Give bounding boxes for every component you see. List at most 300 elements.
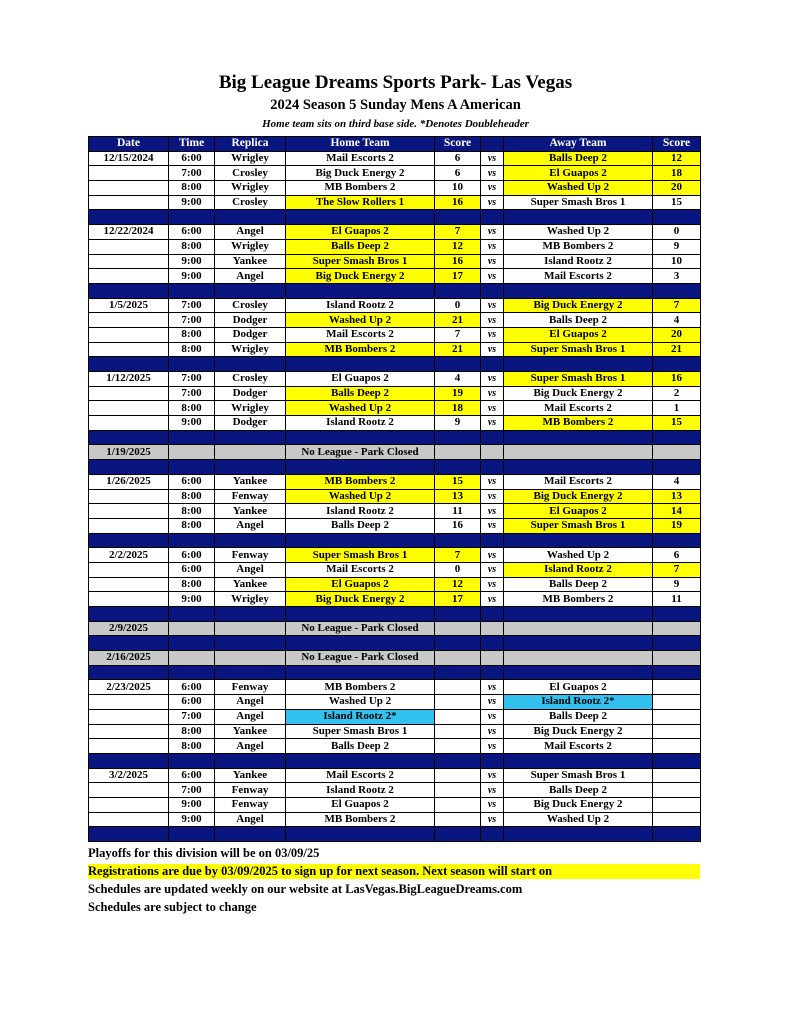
away-team: Big Duck Energy 2 — [504, 797, 653, 812]
home-team: The Slow Rollers 1 — [286, 195, 435, 210]
vs-label: vs — [481, 313, 504, 328]
game-date: 1/12/2025 — [89, 372, 169, 387]
game-date: 2/16/2025 — [89, 651, 169, 666]
away-team: Balls Deep 2 — [504, 783, 653, 798]
separator-cell — [169, 665, 215, 680]
home-score: 7 — [435, 225, 481, 240]
away-score: 4 — [653, 313, 701, 328]
field-replica: Crosley — [215, 195, 286, 210]
empty-cell — [89, 562, 169, 577]
field-replica: Yankee — [215, 724, 286, 739]
empty-cell — [89, 783, 169, 798]
away-team: MB Bombers 2 — [504, 239, 653, 254]
home-team: Balls Deep 2 — [286, 386, 435, 401]
separator-cell — [215, 357, 286, 372]
vs-label: vs — [481, 372, 504, 387]
separator-cell — [481, 533, 504, 548]
separator-cell — [504, 665, 653, 680]
away-team: El Guapos 2 — [504, 680, 653, 695]
closed-week-row — [89, 621, 701, 636]
separator-cell — [435, 665, 481, 680]
home-team: Island Rootz 2 — [286, 416, 435, 431]
game-time: 9:00 — [169, 797, 215, 812]
table-row — [89, 195, 701, 210]
separator-cell — [89, 533, 169, 548]
empty-cell — [435, 445, 481, 460]
field-replica: Wrigley — [215, 181, 286, 196]
separator-cell — [286, 827, 435, 842]
separator-cell — [169, 753, 215, 768]
home-score — [435, 783, 481, 798]
game-date: 12/22/2024 — [89, 225, 169, 240]
separator-cell — [169, 827, 215, 842]
table-row — [89, 680, 701, 695]
week-separator — [89, 357, 701, 372]
away-score: 15 — [653, 416, 701, 431]
table-row — [89, 577, 701, 592]
field-replica: Dodger — [215, 386, 286, 401]
week-separator — [89, 430, 701, 445]
home-team: Island Rootz 2 — [286, 783, 435, 798]
separator-cell — [169, 460, 215, 475]
game-time: 8:00 — [169, 577, 215, 592]
separator-cell — [215, 460, 286, 475]
empty-cell — [89, 724, 169, 739]
home-team: Balls Deep 2 — [286, 739, 435, 754]
table-row — [89, 709, 701, 724]
game-time: 7:00 — [169, 372, 215, 387]
closed-message: No League - Park Closed — [286, 621, 435, 636]
table-row — [89, 239, 701, 254]
separator-cell — [481, 357, 504, 372]
away-score: 3 — [653, 269, 701, 284]
empty-cell — [89, 166, 169, 181]
game-time: 7:00 — [169, 709, 215, 724]
vs-label: vs — [481, 518, 504, 533]
home-score — [435, 709, 481, 724]
home-team: MB Bombers 2 — [286, 680, 435, 695]
vs-label: vs — [481, 812, 504, 827]
separator-cell — [286, 636, 435, 651]
column-header — [481, 137, 504, 152]
away-score: 9 — [653, 577, 701, 592]
field-replica: Angel — [215, 709, 286, 724]
away-team: Mail Escorts 2 — [504, 474, 653, 489]
away-team: Washed Up 2 — [504, 181, 653, 196]
separator-cell — [504, 827, 653, 842]
away-team: Big Duck Energy 2 — [504, 386, 653, 401]
separator-cell — [286, 210, 435, 225]
field-replica: Yankee — [215, 577, 286, 592]
away-score: 10 — [653, 254, 701, 269]
separator-cell — [504, 430, 653, 445]
vs-label: vs — [481, 401, 504, 416]
empty-cell — [89, 489, 169, 504]
table-row — [89, 489, 701, 504]
table-row — [89, 151, 701, 166]
away-score — [653, 768, 701, 783]
home-score — [435, 812, 481, 827]
separator-cell — [215, 283, 286, 298]
separator-cell — [481, 753, 504, 768]
field-replica: Wrigley — [215, 401, 286, 416]
away-team: Balls Deep 2 — [504, 313, 653, 328]
game-time: 8:00 — [169, 504, 215, 519]
empty-cell — [435, 621, 481, 636]
vs-label: vs — [481, 195, 504, 210]
game-time: 6:00 — [169, 151, 215, 166]
field-replica: Yankee — [215, 504, 286, 519]
vs-label: vs — [481, 254, 504, 269]
empty-cell — [89, 181, 169, 196]
table-row — [89, 386, 701, 401]
away-team: Mail Escorts 2 — [504, 739, 653, 754]
separator-cell — [653, 210, 701, 225]
separator-cell — [286, 283, 435, 298]
empty-cell — [89, 342, 169, 357]
separator-cell — [89, 430, 169, 445]
separator-cell — [169, 283, 215, 298]
game-time: 8:00 — [169, 181, 215, 196]
game-date: 3/2/2025 — [89, 768, 169, 783]
game-date: 1/5/2025 — [89, 298, 169, 313]
game-date: 1/26/2025 — [89, 474, 169, 489]
table-row — [89, 298, 701, 313]
away-team: Big Duck Energy 2 — [504, 724, 653, 739]
column-header: Home Team — [286, 137, 435, 152]
field-replica: Wrigley — [215, 239, 286, 254]
vs-label: vs — [481, 739, 504, 754]
closed-week-row — [89, 445, 701, 460]
away-team: Big Duck Energy 2 — [504, 298, 653, 313]
home-team: Washed Up 2 — [286, 695, 435, 710]
separator-cell — [481, 210, 504, 225]
vs-label: vs — [481, 225, 504, 240]
separator-cell — [215, 607, 286, 622]
empty-cell — [653, 621, 701, 636]
away-team: El Guapos 2 — [504, 327, 653, 342]
field-replica: Crosley — [215, 166, 286, 181]
away-score: 11 — [653, 592, 701, 607]
game-time: 8:00 — [169, 327, 215, 342]
empty-cell — [89, 254, 169, 269]
away-score — [653, 812, 701, 827]
website-note: Schedules are updated weekly on our website at LasVegas.BigLeagueDreams.com — [88, 882, 523, 896]
game-time: 8:00 — [169, 489, 215, 504]
empty-cell — [481, 621, 504, 636]
empty-cell — [481, 445, 504, 460]
separator-cell — [653, 636, 701, 651]
vs-label: vs — [481, 548, 504, 563]
empty-cell — [89, 401, 169, 416]
separator-cell — [504, 210, 653, 225]
table-row — [89, 372, 701, 387]
home-team: MB Bombers 2 — [286, 342, 435, 357]
table-row — [89, 474, 701, 489]
field-replica: Angel — [215, 518, 286, 533]
table-row — [89, 327, 701, 342]
vs-label: vs — [481, 797, 504, 812]
away-team: Mail Escorts 2 — [504, 269, 653, 284]
empty-cell — [89, 386, 169, 401]
away-score — [653, 797, 701, 812]
separator-cell — [215, 827, 286, 842]
away-team: Island Rootz 2 — [504, 562, 653, 577]
separator-cell — [286, 357, 435, 372]
vs-label: vs — [481, 181, 504, 196]
home-score: 16 — [435, 195, 481, 210]
away-team: Washed Up 2 — [504, 225, 653, 240]
away-team: Super Smash Bros 1 — [504, 195, 653, 210]
away-score: 20 — [653, 181, 701, 196]
away-score: 7 — [653, 298, 701, 313]
vs-label: vs — [481, 504, 504, 519]
home-score: 6 — [435, 166, 481, 181]
separator-cell — [435, 357, 481, 372]
table-row — [89, 518, 701, 533]
separator-cell — [481, 665, 504, 680]
field-replica: Fenway — [215, 548, 286, 563]
game-time: 6:00 — [169, 680, 215, 695]
home-team: El Guapos 2 — [286, 797, 435, 812]
field-replica: Crosley — [215, 298, 286, 313]
home-score: 21 — [435, 342, 481, 357]
closed-message: No League - Park Closed — [286, 651, 435, 666]
away-team: Super Smash Bros 1 — [504, 342, 653, 357]
game-time: 9:00 — [169, 592, 215, 607]
home-team: Mail Escorts 2 — [286, 151, 435, 166]
separator-cell — [89, 753, 169, 768]
home-score: 11 — [435, 504, 481, 519]
away-team: MB Bombers 2 — [504, 592, 653, 607]
game-date: 2/23/2025 — [89, 680, 169, 695]
away-team: Balls Deep 2 — [504, 151, 653, 166]
field-replica: Dodger — [215, 327, 286, 342]
empty-cell — [215, 621, 286, 636]
field-replica: Fenway — [215, 783, 286, 798]
separator-cell — [653, 357, 701, 372]
table-row — [89, 342, 701, 357]
field-replica: Crosley — [215, 372, 286, 387]
playoffs-note: Playoffs for this division will be on 03/09/25 — [88, 846, 320, 860]
vs-label: vs — [481, 269, 504, 284]
field-replica: Wrigley — [215, 592, 286, 607]
page-subtitle: 2024 Season 5 Sunday Mens A American — [270, 97, 521, 113]
schedule-note: Home team sits on third base side. *Denotes Doubleheader — [262, 118, 529, 130]
separator-cell — [653, 283, 701, 298]
home-team: El Guapos 2 — [286, 577, 435, 592]
game-date: 1/19/2025 — [89, 445, 169, 460]
away-score: 6 — [653, 548, 701, 563]
field-replica: Dodger — [215, 313, 286, 328]
column-header: Away Team — [504, 137, 653, 152]
week-separator — [89, 210, 701, 225]
home-team: MB Bombers 2 — [286, 181, 435, 196]
game-time: 6:00 — [169, 695, 215, 710]
vs-label: vs — [481, 695, 504, 710]
game-time: 8:00 — [169, 739, 215, 754]
away-score: 2 — [653, 386, 701, 401]
table-row — [89, 592, 701, 607]
week-separator — [89, 607, 701, 622]
empty-cell — [215, 651, 286, 666]
home-team: Island Rootz 2 — [286, 504, 435, 519]
home-team: Super Smash Bros 1 — [286, 548, 435, 563]
empty-cell — [169, 651, 215, 666]
vs-label: vs — [481, 166, 504, 181]
home-team: MB Bombers 2 — [286, 474, 435, 489]
separator-cell — [504, 636, 653, 651]
away-score — [653, 783, 701, 798]
separator-cell — [481, 607, 504, 622]
game-date: 2/9/2025 — [89, 621, 169, 636]
game-time: 9:00 — [169, 416, 215, 431]
away-score: 1 — [653, 401, 701, 416]
empty-cell — [89, 709, 169, 724]
separator-cell — [481, 636, 504, 651]
home-team: MB Bombers 2 — [286, 812, 435, 827]
home-team: Island Rootz 2 — [286, 298, 435, 313]
away-score: 12 — [653, 151, 701, 166]
vs-label: vs — [481, 239, 504, 254]
week-separator — [89, 665, 701, 680]
away-score — [653, 695, 701, 710]
separator-cell — [169, 357, 215, 372]
away-team: El Guapos 2 — [504, 166, 653, 181]
away-score: 19 — [653, 518, 701, 533]
table-row — [89, 724, 701, 739]
home-score: 16 — [435, 254, 481, 269]
empty-cell — [89, 797, 169, 812]
home-score: 17 — [435, 269, 481, 284]
empty-cell — [169, 445, 215, 460]
home-team: Balls Deep 2 — [286, 239, 435, 254]
separator-cell — [435, 210, 481, 225]
away-team: Island Rootz 2* — [504, 695, 653, 710]
game-time: 6:00 — [169, 768, 215, 783]
table-row — [89, 313, 701, 328]
game-time: 7:00 — [169, 783, 215, 798]
home-score: 21 — [435, 313, 481, 328]
home-score: 10 — [435, 181, 481, 196]
separator-cell — [435, 753, 481, 768]
table-row — [89, 548, 701, 563]
separator-cell — [215, 665, 286, 680]
separator-cell — [504, 460, 653, 475]
empty-cell — [504, 651, 653, 666]
home-team: Washed Up 2 — [286, 401, 435, 416]
week-separator — [89, 283, 701, 298]
home-score: 12 — [435, 577, 481, 592]
away-score: 13 — [653, 489, 701, 504]
home-score: 7 — [435, 548, 481, 563]
away-score: 21 — [653, 342, 701, 357]
week-separator — [89, 636, 701, 651]
empty-cell — [89, 416, 169, 431]
change-note: Schedules are subject to change — [88, 900, 257, 914]
separator-cell — [504, 753, 653, 768]
closed-message: No League - Park Closed — [286, 445, 435, 460]
table-row — [89, 783, 701, 798]
field-replica: Yankee — [215, 254, 286, 269]
separator-cell — [215, 753, 286, 768]
empty-cell — [89, 812, 169, 827]
game-time: 9:00 — [169, 254, 215, 269]
away-team: Washed Up 2 — [504, 548, 653, 563]
away-team: Mail Escorts 2 — [504, 401, 653, 416]
separator-cell — [653, 430, 701, 445]
schedule-table — [88, 136, 701, 842]
vs-label: vs — [481, 592, 504, 607]
week-separator — [89, 460, 701, 475]
table-row — [89, 181, 701, 196]
game-time: 6:00 — [169, 474, 215, 489]
empty-cell — [89, 577, 169, 592]
table-header-row — [89, 137, 701, 152]
empty-cell — [89, 739, 169, 754]
empty-cell — [89, 239, 169, 254]
vs-label: vs — [481, 489, 504, 504]
separator-cell — [89, 460, 169, 475]
home-team: Washed Up 2 — [286, 489, 435, 504]
empty-cell — [89, 504, 169, 519]
separator-cell — [435, 430, 481, 445]
field-replica: Angel — [215, 225, 286, 240]
separator-cell — [653, 665, 701, 680]
game-time: 8:00 — [169, 724, 215, 739]
empty-cell — [89, 195, 169, 210]
week-separator — [89, 753, 701, 768]
home-score: 17 — [435, 592, 481, 607]
separator-cell — [215, 430, 286, 445]
away-score: 4 — [653, 474, 701, 489]
home-score — [435, 797, 481, 812]
away-score — [653, 724, 701, 739]
separator-cell — [504, 283, 653, 298]
away-score: 14 — [653, 504, 701, 519]
away-team: MB Bombers 2 — [504, 416, 653, 431]
away-team: Super Smash Bros 1 — [504, 768, 653, 783]
separator-cell — [286, 753, 435, 768]
field-replica: Fenway — [215, 489, 286, 504]
separator-cell — [435, 827, 481, 842]
home-score: 15 — [435, 474, 481, 489]
game-time: 8:00 — [169, 239, 215, 254]
away-score: 20 — [653, 327, 701, 342]
away-team: Balls Deep 2 — [504, 709, 653, 724]
home-score: 19 — [435, 386, 481, 401]
table-row — [89, 166, 701, 181]
separator-cell — [169, 533, 215, 548]
away-score: 16 — [653, 372, 701, 387]
closed-week-row — [89, 651, 701, 666]
home-team: Big Duck Energy 2 — [286, 166, 435, 181]
game-time: 9:00 — [169, 195, 215, 210]
home-team: Big Duck Energy 2 — [286, 269, 435, 284]
game-date: 2/2/2025 — [89, 548, 169, 563]
empty-cell — [89, 327, 169, 342]
away-team: Super Smash Bros 1 — [504, 372, 653, 387]
home-score — [435, 768, 481, 783]
table-row — [89, 504, 701, 519]
separator-cell — [435, 283, 481, 298]
home-team: Super Smash Bros 1 — [286, 254, 435, 269]
field-replica: Fenway — [215, 797, 286, 812]
home-team: Balls Deep 2 — [286, 518, 435, 533]
away-team: Big Duck Energy 2 — [504, 489, 653, 504]
home-score — [435, 739, 481, 754]
table-row — [89, 797, 701, 812]
